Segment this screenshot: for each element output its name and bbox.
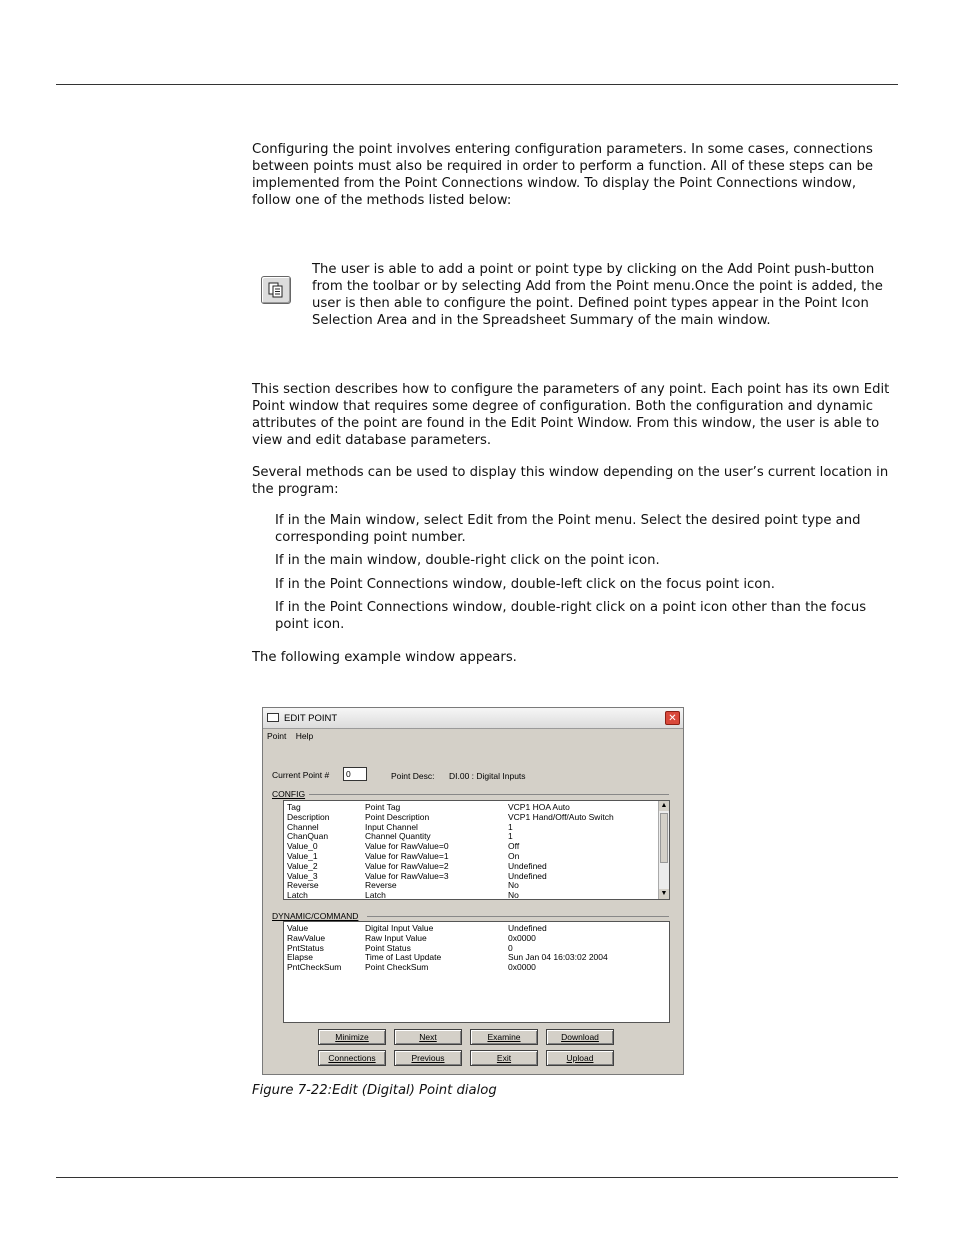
config-cell: On: [508, 851, 520, 861]
config-cell: VCP1 HOA Auto: [508, 802, 570, 812]
config-cell: Description: [287, 811, 330, 822]
config-cell: Channel Quantity: [365, 831, 431, 842]
minimize-button[interactable]: Minimize: [318, 1029, 386, 1045]
dynamic-label: DYNAMIC/COMMAND: [272, 911, 359, 921]
config-row[interactable]: [284, 841, 654, 851]
close-button[interactable]: [665, 711, 680, 725]
config-cell: Tag: [287, 802, 301, 812]
method-item: If in the main window, double-right click on the point icon.: [275, 553, 660, 568]
dynamic-cell: 0x0000: [508, 962, 536, 973]
add-point-icon: [262, 277, 290, 303]
config-cell: Value_0: [287, 841, 318, 852]
section-paragraph: This section describes how to configure the parameters of any point. Each point has its own Edit Point window that requires some degree of configuration. Both the configuration and dynamic attributes of the point are found in the Edit Point Window. From this window, the user is able to view and edit database parameters.: [252, 382, 890, 448]
dynamic-cell: PntCheckSum: [287, 962, 342, 973]
config-cell: Reverse: [365, 880, 397, 891]
method-item: If in the Point Connections window, double-left click on the focus point icon.: [275, 577, 775, 592]
config-list[interactable]: [283, 800, 670, 900]
dynamic-row[interactable]: [284, 962, 654, 972]
config-cell: Value for RawValue=1: [365, 851, 449, 861]
dynamic-cell: Point CheckSum: [365, 962, 429, 973]
dynamic-cell: Digital Input Value: [365, 923, 434, 933]
config-row[interactable]: [284, 851, 654, 861]
add-point-button[interactable]: [261, 276, 291, 304]
examine-button[interactable]: Examine: [470, 1029, 538, 1045]
dynamic-cell: Value: [287, 923, 309, 933]
config-cell: No: [508, 880, 519, 891]
current-point-input[interactable]: 0: [343, 767, 367, 781]
config-row[interactable]: [284, 890, 654, 900]
dialog-menubar: [267, 731, 320, 741]
dynamic-row[interactable]: [284, 933, 654, 943]
dynamic-cell: 0x0000: [508, 932, 536, 943]
config-cell: Input Channel: [365, 821, 418, 832]
method-item: If in the Point Connections window, double-right click on a point icon other than the focus point icon.: [275, 600, 867, 632]
point-desc-value: DI.00 : Digital Inputs: [449, 771, 526, 781]
method-item: If in the Main window, select Edit from the Point menu. Select the desired point type and corresponding point number.: [275, 513, 861, 545]
scroll-thumb[interactable]: [660, 813, 668, 863]
config-cell: Latch: [287, 890, 308, 900]
config-cell: Value_2: [287, 860, 318, 871]
menu-point[interactable]: Point: [267, 731, 287, 741]
figure-caption: Figure 7-22:Edit (Digital) Point dialog: [252, 1083, 497, 1098]
menu-help[interactable]: Help: [295, 731, 314, 741]
config-row[interactable]: [284, 831, 654, 841]
config-cell: Off: [508, 841, 520, 852]
config-cell: No: [508, 890, 519, 900]
methods-paragraph: Several methods can be used to display this window depending on the user’s current location in the program:: [252, 465, 889, 497]
config-cell: Value for RawValue=0: [365, 841, 449, 852]
dynamic-list[interactable]: [283, 921, 670, 1023]
config-row[interactable]: [284, 812, 654, 822]
config-cell: 1: [508, 831, 513, 842]
dynamic-divider: [367, 916, 669, 917]
config-row[interactable]: [284, 880, 654, 890]
dynamic-cell: 0: [508, 942, 513, 953]
config-scrollbar[interactable]: [658, 801, 669, 899]
header-rule: [56, 84, 898, 85]
config-cell: Latch: [365, 890, 386, 900]
previous-button[interactable]: Previous: [394, 1050, 462, 1066]
point-desc-label: Point Desc:: [391, 771, 435, 781]
example-text: The following example window appears.: [252, 650, 517, 665]
dialog-title: EDIT POINT: [284, 713, 338, 724]
config-cell: Reverse: [287, 880, 319, 891]
edit-point-dialog: [262, 707, 684, 1075]
config-cell: 1: [508, 821, 513, 832]
next-button[interactable]: Next: [394, 1029, 462, 1045]
upload-button[interactable]: Upload: [546, 1050, 614, 1066]
config-row[interactable]: [284, 871, 654, 881]
footer-rule: [56, 1177, 898, 1178]
config-cell: Channel: [287, 821, 319, 832]
scroll-down-icon[interactable]: ▼: [660, 890, 668, 897]
current-point-label: Current Point #: [272, 770, 330, 780]
config-cell: Undefined: [508, 870, 547, 881]
dynamic-cell: Raw Input Value: [365, 932, 427, 943]
scroll-up-icon[interactable]: ▲: [660, 802, 668, 809]
config-row[interactable]: [284, 802, 654, 812]
config-cell: Point Tag: [365, 802, 401, 812]
config-cell: ChanQuan: [287, 831, 329, 842]
config-cell: Value_1: [287, 851, 318, 861]
window-icon: [267, 713, 279, 722]
connections-button[interactable]: Connections: [318, 1050, 386, 1066]
download-button[interactable]: Download: [546, 1029, 614, 1045]
dynamic-cell: Undefined: [508, 923, 547, 933]
add-point-note: The user is able to add a point or point type by clicking on the Add Point push-button from the toolbar or by selecting Add from the Point menu.Once the point is added, the user is then able to configure the point. Defined point types appear in the Point Icon Selection Area and in the Spreadsheet Summary of the main window.: [312, 262, 883, 328]
dynamic-row[interactable]: [284, 943, 654, 953]
config-row[interactable]: [284, 822, 654, 832]
config-cell: Value_3: [287, 870, 318, 881]
close-icon: ✕: [668, 713, 677, 724]
config-label: CONFIG: [272, 789, 306, 799]
intro-paragraph: Configuring the point involves entering configuration parameters. In some cases, connections between points must also be required in order to perform a function. All of these steps can be implemented from the Point Connections window. To display the Point Connections window, follow one of the methods listed below:: [252, 142, 873, 208]
config-cell: Value for RawValue=2: [365, 860, 449, 871]
dynamic-cell: Sun Jan 04 16:03:02 2004: [508, 952, 608, 963]
dynamic-cell: RawValue: [287, 932, 326, 943]
config-cell: Point Description: [365, 811, 430, 822]
config-divider: [309, 794, 669, 795]
config-cell: Value for RawValue=3: [365, 870, 449, 881]
config-cell: VCP1 Hand/Off/Auto Switch: [508, 811, 614, 822]
config-row[interactable]: [284, 861, 654, 871]
dynamic-row[interactable]: [284, 923, 654, 933]
dynamic-row[interactable]: [284, 952, 654, 962]
dynamic-cell: Elapse: [287, 952, 313, 963]
exit-button[interactable]: Exit: [470, 1050, 538, 1066]
dynamic-cell: Time of Last Update: [365, 952, 442, 963]
dynamic-cell: Point Status: [365, 942, 411, 953]
dialog-titlebar: [263, 708, 683, 729]
config-cell: Undefined: [508, 860, 547, 871]
dynamic-cell: PntStatus: [287, 942, 324, 953]
